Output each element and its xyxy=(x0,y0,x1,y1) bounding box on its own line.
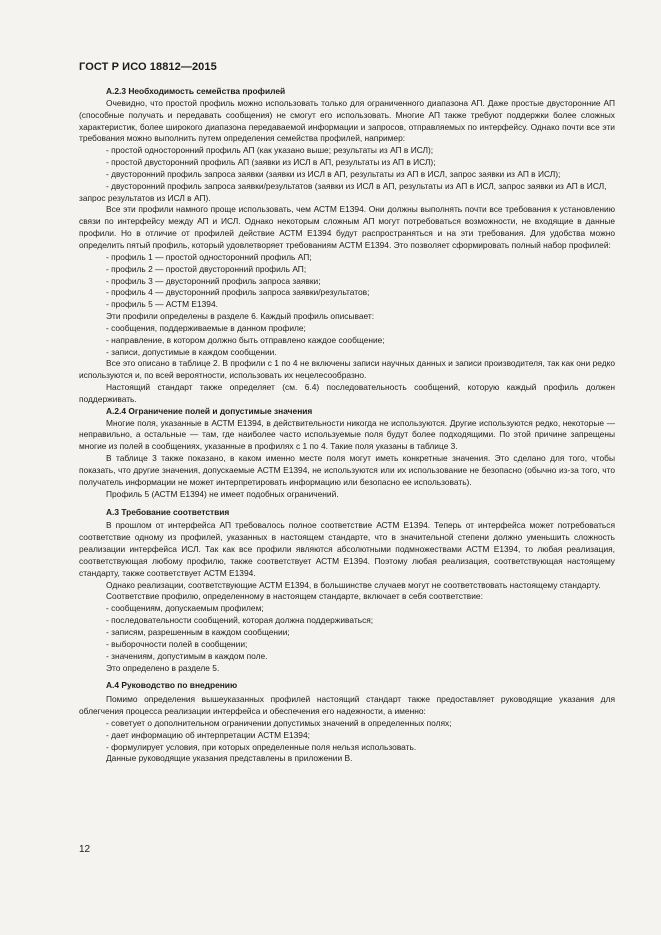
paragraph: Настоящий стандарт также определяет (см. 6.4) последовательность сообщений, которую каждый профиль должен поддерживать. xyxy=(79,382,615,404)
list-item: - советует о дополнительном ограничении допустимых значений в определенных полях; xyxy=(106,717,452,728)
list-item: - сообщениям, допускаемым профилем; xyxy=(106,603,264,614)
paragraph: Это определено в разделе 5. xyxy=(106,662,220,673)
section-heading: А.4 Руководство по внедрению xyxy=(106,680,238,691)
paragraph: Помимо определения вышеуказанных профилей настоящий стандарт также предоставляет руководящие указания для облегчения процесса реализации интерфейса и обеспечения его надежности, а именно: xyxy=(79,694,615,717)
list-item: - простой двусторонний профиль АП (заявки из ИСЛ в АП, результаты из АП в ИСЛ); xyxy=(106,157,436,168)
list-item: - записям, разрешенным в каждом сообщении; xyxy=(106,626,290,637)
paragraph: Соответствие профилю, определенному в настоящем стандарте, включает в себя соответствие: xyxy=(106,591,483,602)
paragraph: Многие поля, указанные в АСТМ Е1394, в действительности никогда не используются. Другие используются редко, некоторые — неправильно, а остальные — там, где наиболее часто используемые поля будут более подходящими. По этой причине запрещены многие из полей в сообщениях, указанные в профилях с 1 по 4. Такие поля указаны в таблице 3. xyxy=(79,417,615,452)
page-number: 12 xyxy=(79,844,91,855)
list-item: - выборочности полей в сообщении; xyxy=(106,638,248,649)
list-item: - записи, допустимые в каждом сообщении. xyxy=(106,346,277,357)
document-body xyxy=(79,86,615,765)
section-heading: А.2.4 Ограничение полей и допустимые значения xyxy=(106,405,313,416)
list-item: - простой односторонний профиль АП (как указано выше; результаты из АП в ИСЛ); xyxy=(106,145,434,156)
list-item: - профиль 4 — двусторонний профиль запроса заявки/результатов; xyxy=(106,287,370,298)
list-item: - профиль 5 — АСТМ Е1394. xyxy=(106,299,218,310)
section-heading: А.2.3 Необходимость семейства профилей xyxy=(106,86,286,96)
document-header-title: ГОСТ Р ИСО 18812—2015 xyxy=(79,61,217,73)
list-item: - двусторонний профиль запроса заявки (заявки из ИСЛ в АП, результаты из АП в ИСЛ, запрос заявки из АП в ИСЛ); xyxy=(106,168,561,179)
paragraph: Все эти профили намного проще использовать, чем АСТМ Е1394. Они должны выполнять почти все требования к установлению связи по интерфейсу между АП и ИСЛ. Однако некоторым сложным АП могут потребоваться возможности, не входящие в данные профили. Но в отличие от профилей действие АСТМ Е1394 будут распространяться и на эти требования. Для удобства можно определить пятый профиль, который удовлетворяет требованиям АСТМ Е1394. Это позволяет сформировать полный набор профилей: xyxy=(79,204,615,250)
list-item: - последовательности сообщений, которая должна поддерживаться; xyxy=(106,615,374,626)
list-item: - профиль 2 — простой двусторонний профиль АП; xyxy=(106,263,307,274)
paragraph: Данные руководящие указания представлены в приложении В. xyxy=(106,753,353,764)
list-item: - сообщения, поддерживаемые в данном профиле; xyxy=(106,322,306,333)
list-item: - формулирует условия, при которых определенные поля нельзя использовать. xyxy=(106,741,417,752)
list-item: - направление, в котором должно быть отправлено каждое сообщение; xyxy=(106,334,385,345)
list-item: - двусторонний профиль запроса заявки/результатов (заявки из ИСЛ в АП, результаты из АП в ИСЛ, запрос заявки из АП в ИСЛ, запрос результатов из ИСЛ в АП). xyxy=(79,180,607,203)
list-item: - профиль 3 — двусторонний профиль запроса заявки; xyxy=(106,275,321,286)
paragraph: Очевидно, что простой профиль можно использовать только для ограниченного диапазона АП. Даже простые двусторонние АП (способные получать и передавать сообщения) не смогут его использовать. Многие АП также требуют поддержки более сложных характеристик, более широкого диапазона передаваемой информации и запросов, отправляемых по интерфейсу. Однако почти все эти требования можно выполнить путем определения семейства профилей, например: xyxy=(79,97,615,144)
paragraph: Однако реализации, соответствующие АСТМ Е1394, в большинстве случаев могут не соответствовать настоящему стандарту. xyxy=(106,579,601,590)
section-heading: А.3 Требование соответствия xyxy=(106,506,230,517)
paragraph: В таблице 3 также показано, в каком именно месте поля могут иметь конкретные значения. Это сделано для того, чтобы показать, что другие значения, допускаемые АСТМ Е1394, не используются или их использование не безопасно (обычно из-за того, что получатель информации не может интерпретировать информацию или безопасно ее использовать). xyxy=(79,453,615,487)
list-item: - профиль 1 — простой односторонний профиль АП; xyxy=(106,251,312,262)
list-item: - значениям, допустимым в каждом поле. xyxy=(106,650,268,661)
list-item: - дает информацию об интерпретации АСТМ Е1394; xyxy=(106,729,310,740)
paragraph: Профиль 5 (АСТМ Е1394) не имеет подобных ограничений. xyxy=(106,488,339,499)
paragraph: Все это описано в таблице 2. В профили с 1 по 4 не включены записи научных данных и записи производителя, так как они редко используются и, по всей вероятности, использовать их нецелесообразно. xyxy=(79,358,615,381)
paragraph: В прошлом от интерфейса АП требовалось полное соответствие АСТМ Е1394. Теперь от интерфейса может потребоваться соответствие одному из профилей, указанных в настоящем стандарте, что в значительной степени должно уменьшить сложность реализации интерфейса ИСЛ. Так как все профили являются абсолютными подмножествами АСТМ Е1394, то любая реализация, соответствующая любому профилю, также соответствует АСТМ Е1394. Поэтому любая реализация, соответствующая настоящему стандарту, также соответствует АСТМ Е1394. xyxy=(79,520,615,578)
paragraph: Эти профили определены в разделе 6. Каждый профиль описывает: xyxy=(106,311,375,322)
